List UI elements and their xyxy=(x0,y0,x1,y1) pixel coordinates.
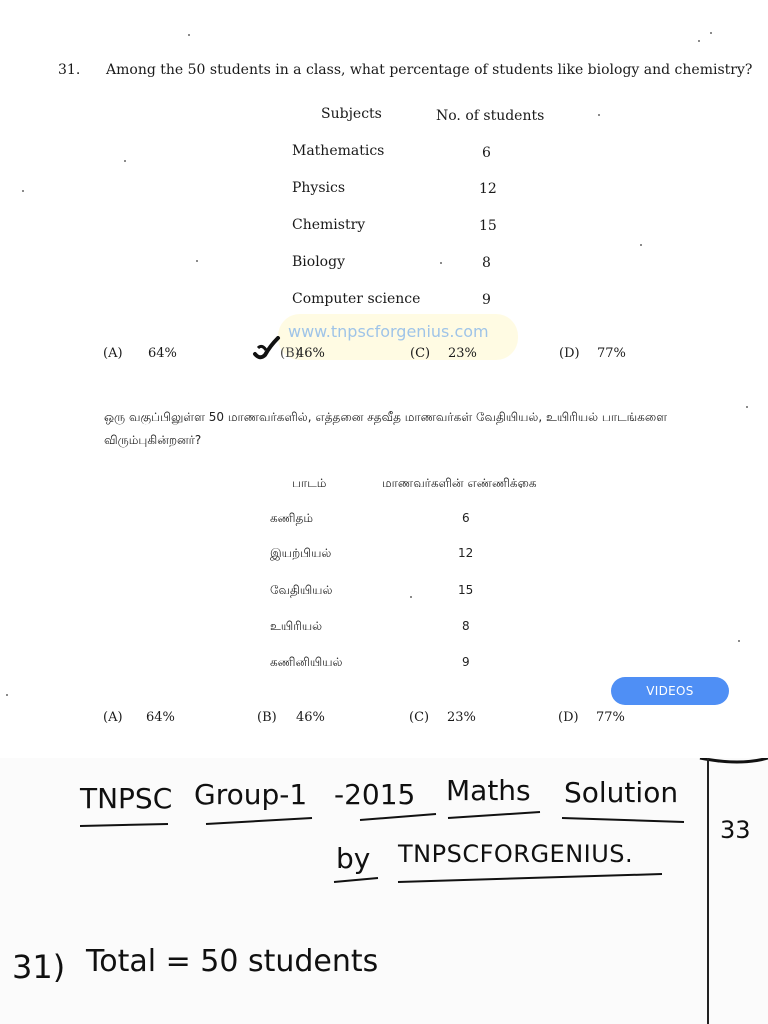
table-row-count: 9 xyxy=(482,292,491,308)
option-d-value: 77% xyxy=(597,346,626,361)
tamil-table-row-subject: இயற்பியல் xyxy=(270,546,332,560)
tamil-option-a-label: (A) xyxy=(103,710,123,725)
table-row-count: 12 xyxy=(479,181,497,197)
table-header-subjects: Subjects xyxy=(321,106,382,122)
option-a-label: (A) xyxy=(103,346,123,361)
table-row-count: 6 xyxy=(482,145,491,161)
option-b-value: 46% xyxy=(296,346,325,361)
tamil-option-d-value: 77% xyxy=(596,710,625,725)
notes-byline: by xyxy=(336,842,371,875)
videos-button[interactable]: VIDEOS xyxy=(611,677,729,705)
table-header-count: No. of students xyxy=(436,108,545,124)
tamil-table-row-subject: உயிரியல் xyxy=(270,619,323,633)
notes-title-word: Solution xyxy=(564,776,679,809)
table-row-subject: Biology xyxy=(292,254,345,270)
table-row-count: 8 xyxy=(482,255,491,271)
tamil-table-row-subject: கணிதம் xyxy=(270,511,313,525)
tick-mark-icon xyxy=(252,336,284,362)
notes-byline-author: TNPSCFORGENIUS. xyxy=(398,840,634,868)
tamil-table-row-count: 9 xyxy=(462,655,470,669)
watermark: www.tnpscforgenius.com xyxy=(288,322,489,341)
tamil-table-header-count: மாணவர்களின் எண்ணிக்கை xyxy=(382,476,537,490)
option-c-label: (C) xyxy=(410,346,431,361)
handwritten-notes xyxy=(0,758,768,1024)
question-text: Among the 50 students in a class, what percentage of students like biology and chemistry? xyxy=(106,62,753,78)
tamil-table-row-count: 15 xyxy=(458,583,474,597)
question-number: 31. xyxy=(58,62,81,78)
tamil-table-row-count: 12 xyxy=(458,546,474,560)
option-d-label: (D) xyxy=(559,346,580,361)
notes-title-word: TNPSC xyxy=(80,782,173,815)
table-row-count: 15 xyxy=(479,218,497,234)
option-a-value: 64% xyxy=(148,346,177,361)
tamil-option-c-value: 23% xyxy=(447,710,476,725)
tamil-option-d-label: (D) xyxy=(558,710,579,725)
notes-title-word: Group-1 xyxy=(194,778,308,811)
table-row-subject: Computer science xyxy=(292,291,421,307)
tamil-table-row-subject: கணினியியல் xyxy=(270,655,343,669)
notes-title-word: Maths xyxy=(446,774,531,807)
tamil-question-text: ஒரு வகுப்பிலுள்ள 50 மாணவர்களில், எத்தனை சதவீத மாணவர்கள் வேதியியல், உயிரியல் பாடங்களை விரும்புகின்றனர்? xyxy=(104,410,668,447)
notes-margin-number: 33 xyxy=(720,816,751,844)
tamil-table-row-count: 8 xyxy=(462,619,470,633)
option-c-value: 23% xyxy=(448,346,477,361)
option-b-label: (B) xyxy=(280,346,300,361)
tamil-table-header-subject: பாடம் xyxy=(292,476,327,490)
notes-title-word: -2015 xyxy=(334,778,416,811)
table-row-subject: Chemistry xyxy=(292,217,366,233)
table-row-subject: Physics xyxy=(292,180,346,196)
tamil-option-b-value: 46% xyxy=(296,710,325,725)
table-row-subject: Mathematics xyxy=(292,143,385,159)
tamil-table-row-subject: வேதியியல் xyxy=(270,583,333,597)
notes-work-number: 31) xyxy=(12,948,66,986)
tamil-option-a-value: 64% xyxy=(146,710,175,725)
tamil-table-row-count: 6 xyxy=(462,511,470,525)
tamil-option-c-label: (C) xyxy=(409,710,430,725)
tamil-option-b-label: (B) xyxy=(257,710,277,725)
notes-work-line: Total = 50 students xyxy=(86,944,379,979)
